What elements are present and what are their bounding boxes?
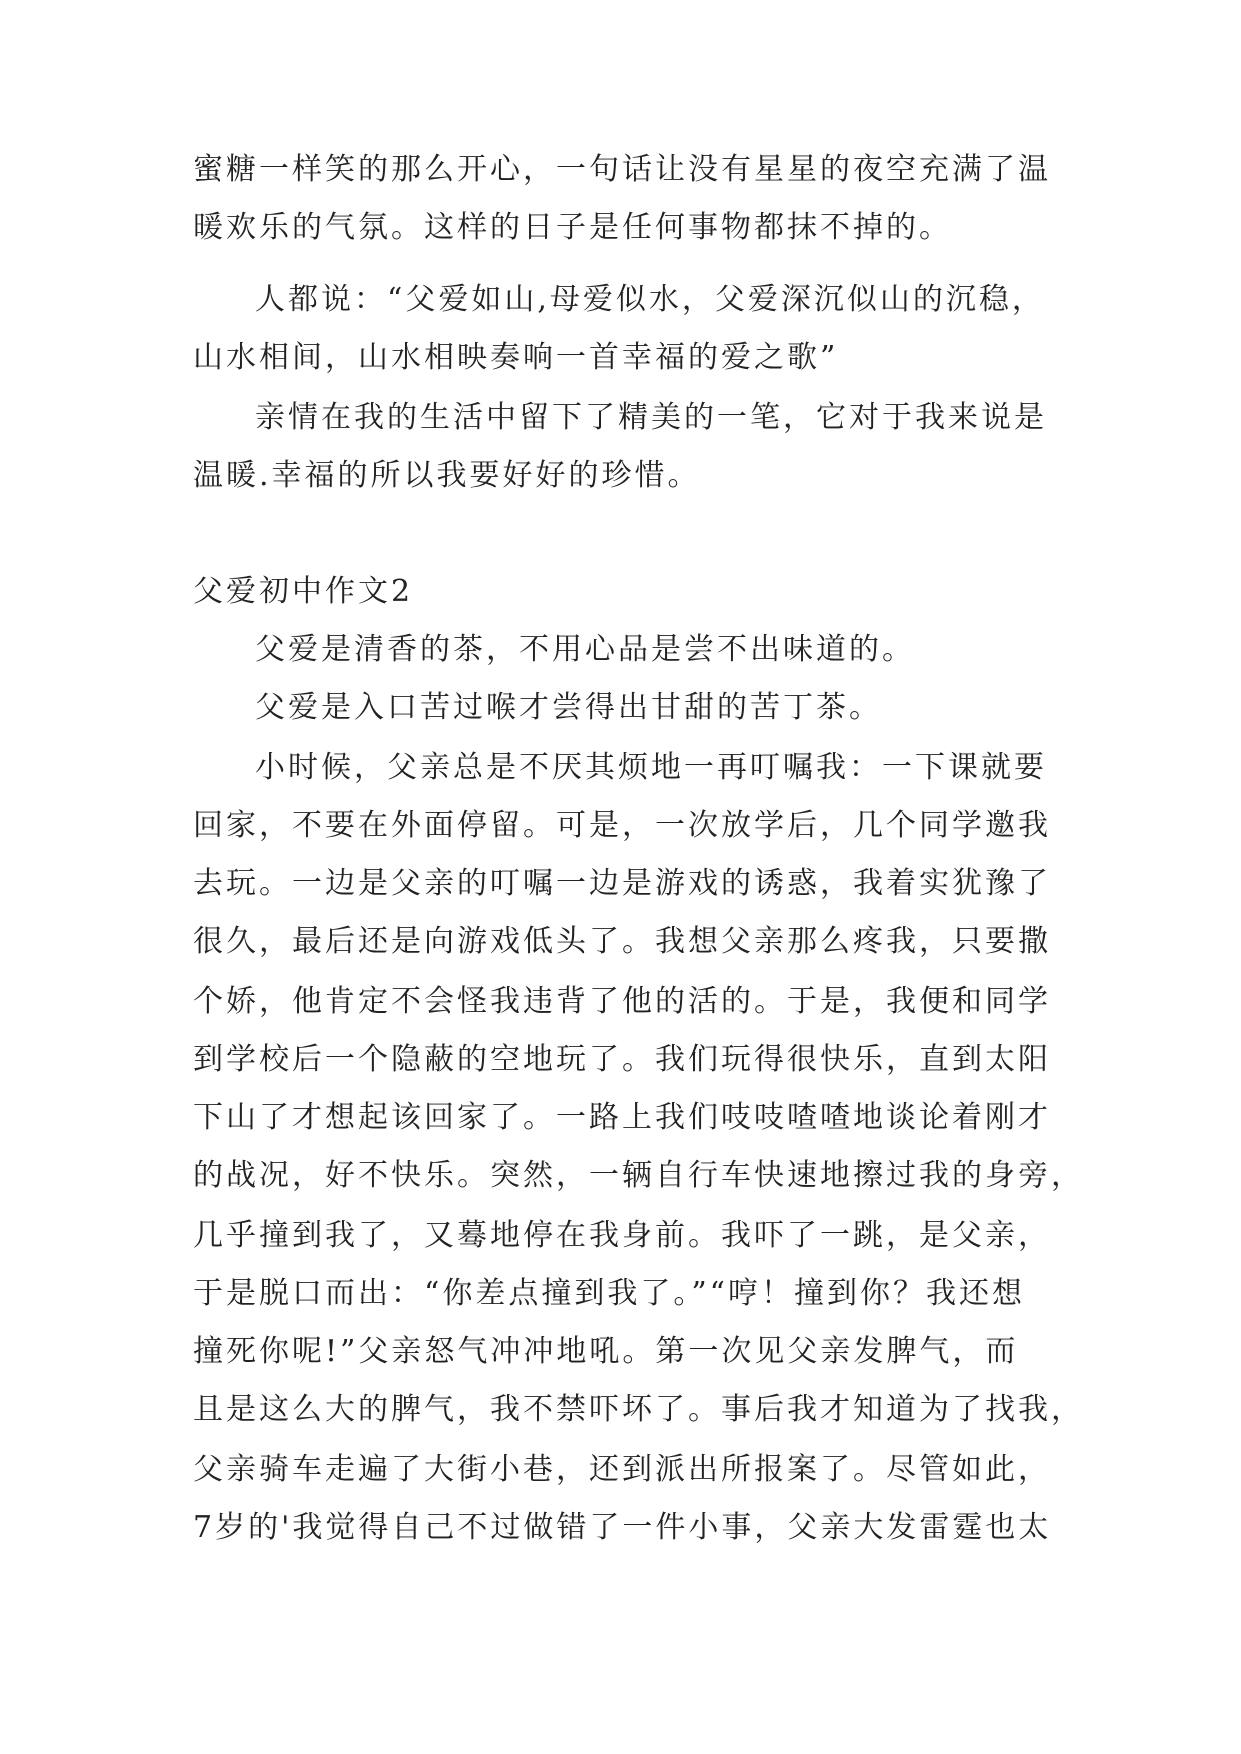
paragraph-start-line: 小时候，父亲总是不厌其烦地一再叮嘱我：一下课就要 [255,750,1047,785]
text-line: 的战况，好不快乐。突然，一辆自行车快速地擦过我的身旁， [193,1158,1084,1193]
text-line: 暖欢乐的气氛。这样的日子是任何事物都抹不掉的。 [193,210,952,245]
paragraph-start-line: 父爱是入口苦过喉才尝得出甘甜的苦丁茶。 [255,690,882,725]
text-line: 很久，最后还是向游戏低头了。我想父亲那么疼我，只要撒 [193,924,1051,959]
text-line: 到学校后一个隐蔽的空地玩了。我们玩得很快乐，直到太阳 [193,1042,1051,1077]
text-line: 蜜糖一样笑的那么开心，一句话让没有星星的夜空充满了温 [193,152,1051,187]
text-line: 个娇，他肯定不会怪我违背了他的活的。于是，我便和同学 [193,984,1051,1019]
paragraph-start-line: 人都说：“父爱如山,母爱似水，父爱深沉似山的沉稳， [255,282,1045,317]
text-line: 7岁的'我觉得自己不过做错了一件小事，父亲大发雷霆也太 [193,1510,1052,1545]
text-line: 回家，不要在外面停留。可是，一次放学后，几个同学邀我 [193,808,1051,843]
text-line: 下山了才想起该回家了。一路上我们吱吱喳喳地谈论着刚才 [193,1100,1051,1135]
text-line: 且是这么大的脾气，我不禁吓坏了。事后我才知道为了找我， [193,1392,1084,1427]
text-line: 山水相间，山水相映奏响一首幸福的爱之歌” [193,340,839,375]
section-heading: 父爱初中作文2 [193,574,414,609]
text-line: 几乎撞到我了，又蓦地停在我身前。我吓了一跳，是父亲， [193,1218,1051,1253]
text-line: 撞死你呢!”父亲怒气冲冲地吼。第一次见父亲发脾气，而 [193,1334,1019,1369]
text-line: 于是脱口而出：“你差点撞到我了。”“哼！撞到你？我还想 [193,1276,1026,1311]
paragraph-start-line: 亲情在我的生活中留下了精美的一笔，它对于我来说是 [255,400,1047,435]
text-line: 父亲骑车走遍了大街小巷，还到派出所报案了。尽管如此， [193,1452,1051,1487]
text-line: 去玩。一边是父亲的叮嘱一边是游戏的诱惑，我着实犹豫了 [193,866,1051,901]
paragraph-start-line: 父爱是清香的茶，不用心品是尝不出味道的。 [255,632,915,667]
text-line: 温暖.幸福的所以我要好好的珍惜。 [193,458,701,493]
